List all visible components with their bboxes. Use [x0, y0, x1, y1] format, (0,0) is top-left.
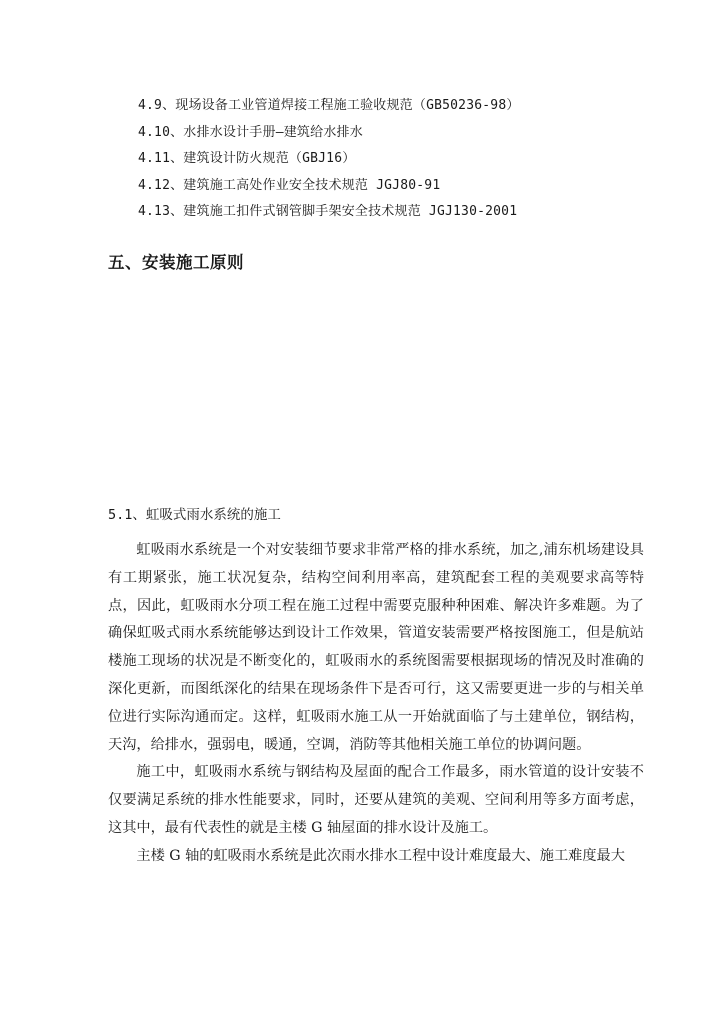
paragraph: 虹吸雨水系统是一个对安装细节要求非常严格的排水系统，加之,浦东机场建设具有工期紧张，施工状况复杂，结构空间利用率高，建筑配套工程的美观要求高等特点，因此，虹吸雨水分项工程在施工过程中需要克服种种困难、解决许多难题。为了确保虹吸式雨水系统能够达到设计工作效果，管道安装需要严格按图施工，但是航站楼施工现场的状况是不断变化的，虹吸雨水的系统图需要根据现场的情况及时准确的深化更新，而图纸深化的结果在现场条件下是否可行，这又需要更进一步的与相关单位进行实际沟通而定。这样，虹吸雨水施工从一开始就面临了与土建单位，钢结构，天沟，给排水，强弱电，暖通，空调，消防等其他相关施工单位的协调问题。 — [108, 542, 644, 753]
reference-item: 4.10、水排水设计手册—建筑给水排水 — [138, 124, 363, 140]
paragraph: 主楼 G 轴的虹吸雨水系统是此次雨水排水工程中设计难度最大、施工难度最大 — [136, 847, 625, 864]
reference-list — [138, 93, 520, 226]
body-text — [108, 537, 644, 871]
reference-item: 4.9、现场设备工业管道焊接工程施工验收规范（GB50236-98） — [138, 98, 520, 113]
reference-item: 4.13、建筑施工扣件式钢管脚手架安全技术规范 JGJ130-2001 — [138, 204, 518, 219]
paragraph: 施工中，虹吸雨水系统与钢结构及屋面的配合工作最多，雨水管道的设计安装不仅要满足系统的排水性能要求，同时，还要从建筑的美观、空间利用等多方面考虑，这其中，最有代表性的就是主楼 G 轴屋面的排水设计及施工。 — [108, 764, 644, 836]
section-title: 五、安装施工原则 — [108, 253, 244, 272]
subsection-title: 5.1、虹吸式雨水系统的施工 — [108, 507, 281, 523]
reference-item: 4.11、建筑设计防火规范（GBJ16） — [138, 151, 356, 166]
reference-item: 4.12、建筑施工高处作业安全技术规范 JGJ80-91 — [138, 177, 441, 193]
